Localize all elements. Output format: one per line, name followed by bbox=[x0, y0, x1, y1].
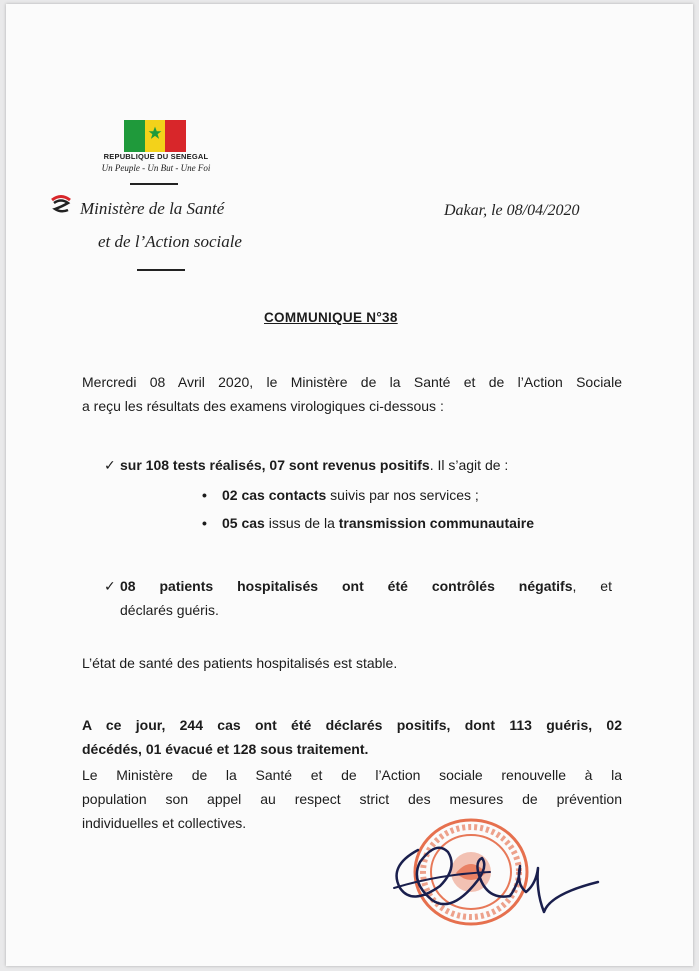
header-divider-bottom bbox=[137, 269, 185, 271]
contacts-detail: suivis par nos services ; bbox=[326, 487, 479, 503]
closing-line-1: Le Ministère de la Santé et de l’Action sociale renouvelle à la bbox=[82, 767, 622, 783]
status-paragraph: L’état de santé des patients hospitalisés est stable. bbox=[82, 655, 398, 671]
national-motto: Un Peuple - Un But - Une Foi bbox=[101, 163, 211, 173]
intro-line-1: Mercredi 08 Avril 2020, le Ministère de la Santé et de l’Action Sociale bbox=[82, 374, 622, 390]
community-mid: issus de la bbox=[264, 515, 339, 531]
document-date: Dakar, le 08/04/2020 bbox=[444, 202, 580, 219]
header-divider-top bbox=[130, 183, 178, 185]
summary-line-1: A ce jour, 244 cas ont été déclarés positifs, dont 113 guéris, 02 bbox=[82, 717, 622, 733]
intro-paragraph bbox=[82, 370, 622, 418]
summary-line-2: décédés, 01 évacué et 128 sous traitement. bbox=[82, 741, 369, 757]
recovered-line-2: déclarés guéris. bbox=[120, 602, 219, 618]
recovered-line-1 bbox=[104, 574, 612, 598]
sub-item-community bbox=[202, 511, 622, 535]
community-count: 05 cas bbox=[222, 515, 265, 531]
republic-name: REPUBLIQUE DU SENEGAL bbox=[103, 152, 209, 161]
tests-summary-bold: sur 108 tests réalisés, 07 sont revenus positifs bbox=[120, 457, 430, 473]
sub-item-contacts bbox=[202, 483, 622, 507]
tests-summary-rest: . Il s’agit de : bbox=[429, 457, 509, 473]
recovered-bold: 08 patients hospitalisés ont été contrôlés négatifs bbox=[120, 578, 573, 594]
intro-line-2: a reçu les résultats des examens virologiques ci-dessous : bbox=[82, 398, 444, 414]
ministry-name-line2: et de l’Action sociale bbox=[98, 232, 242, 251]
closing-line-2: population son appel au respect strict des mesures de prévention bbox=[82, 791, 622, 807]
ministry-logo-icon bbox=[48, 192, 74, 218]
communique-title: COMMUNIQUE N°38 bbox=[264, 310, 398, 325]
bullet-icon: • bbox=[202, 487, 207, 503]
closing-line-3: individuelles et collectives. bbox=[82, 815, 247, 831]
summary-paragraph bbox=[82, 713, 622, 761]
result-item-tests bbox=[104, 453, 624, 477]
flag-red-band bbox=[165, 120, 186, 152]
flag-star-icon bbox=[148, 126, 162, 140]
bullet-icon: • bbox=[202, 515, 207, 531]
contacts-count: 02 cas contacts bbox=[222, 487, 327, 503]
checkmark-icon: ✓ bbox=[104, 457, 116, 473]
recovered-rest: , et bbox=[572, 578, 612, 594]
checkmark-icon: ✓ bbox=[104, 578, 116, 594]
ministry-name-line1: Ministère de la Santé bbox=[80, 199, 225, 218]
signature bbox=[370, 822, 602, 924]
community-transmission: transmission communautaire bbox=[338, 515, 535, 531]
flag-green-band bbox=[124, 120, 145, 152]
result-item-recovered bbox=[104, 574, 612, 622]
